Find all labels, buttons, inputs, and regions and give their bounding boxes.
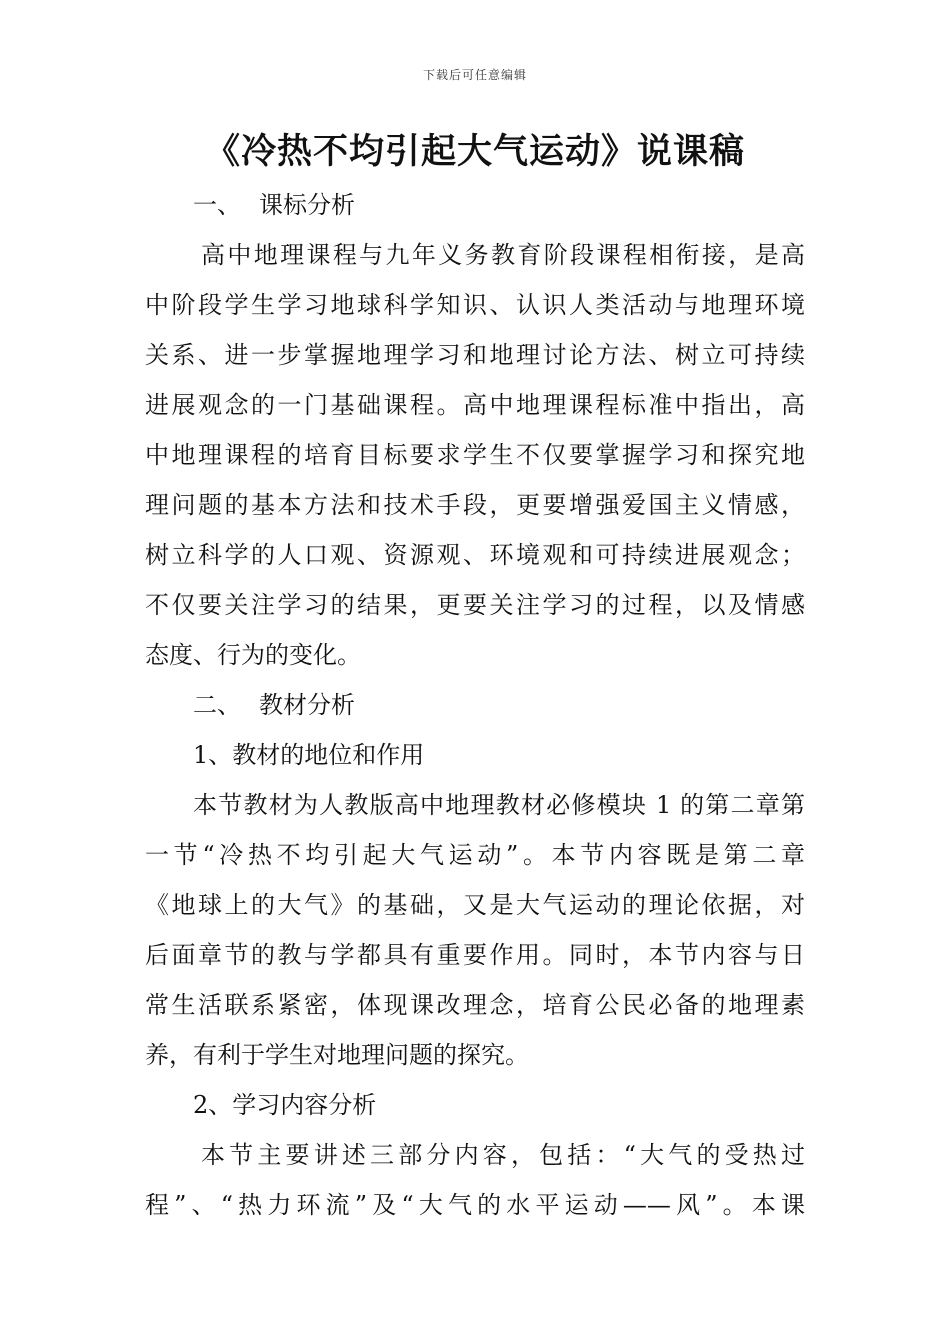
header-note: 下载后可任意编辑 [422, 68, 527, 82]
paragraph-line: 进展观念的一门基础课程。高中地理课程标准中指出，高 [145, 391, 805, 419]
paragraph-line: 本节主要讲述三部分内容，包括：“大气的受热过 [201, 1141, 805, 1169]
paragraph-line: 常生活联系紧密，体现课改理念，培育公民必备的地理素 [145, 991, 805, 1019]
paragraph-position-role [145, 780, 805, 1080]
paragraph-line: 关系、进一步掌握地理学习和地理讨论方法、树立可持续 [145, 341, 805, 369]
paragraph-line: 高中地理课程与九年义务教育阶段课程相衔接，是高 [201, 241, 805, 269]
paragraph-line: 《地球上的大气》的基础，又是大气运动的理论依据，对 [145, 891, 805, 919]
subsection-heading-position-role: 1、教材的地位和作用 [193, 741, 425, 769]
paragraph-line: 后面章节的教与学都具有重要作用。同时，本节内容与日 [145, 941, 805, 969]
paragraph-line: 不仅要关注学习的结果，更要关注学习的过程，以及情感 [145, 591, 805, 619]
section-number: 二、 [193, 691, 241, 719]
paragraph-line: 树立科学的人口观、资源观、环境观和可持续进展观念； [145, 541, 805, 569]
page-title: 《冷热不均引起大气运动》说课稿 [204, 132, 745, 172]
section-heading-curriculum-analysis [145, 180, 805, 230]
paragraph-line: 程”、“热力环流”及“大气的水平运动——风”。本课 [145, 1191, 805, 1219]
paragraph-line: 中地理课程的培育目标要求学生不仅要掌握学习和探究地 [145, 441, 805, 469]
section-label: 课标分析 [259, 191, 355, 219]
paragraph-line: 中阶段学生学习地球科学知识、认识人类活动与地理环境 [145, 291, 805, 319]
paragraph-line: 本节教材为人教版高中地理教材必修模块 1 的第二章第 [193, 791, 805, 819]
paragraph-line: 一节“冷热不均引起大气运动”。本节内容既是第二章 [145, 841, 805, 869]
section-heading-textbook-analysis [145, 680, 805, 730]
document-body [145, 180, 805, 1230]
subsection-heading-content-analysis: 2、学习内容分析 [193, 1091, 377, 1119]
paragraph-content-analysis [145, 1130, 805, 1230]
section-label: 教材分析 [259, 691, 355, 719]
paragraph-line: 理问题的基本方法和技术手段，更要增强爱国主义情感， [145, 491, 805, 519]
paragraph-curriculum-analysis [145, 230, 805, 680]
section-number: 一、 [193, 191, 241, 219]
paragraph-line: 养，有利于学生对地理问题的探究。 [145, 1041, 529, 1069]
paragraph-line: 态度、行为的变化。 [145, 641, 361, 669]
